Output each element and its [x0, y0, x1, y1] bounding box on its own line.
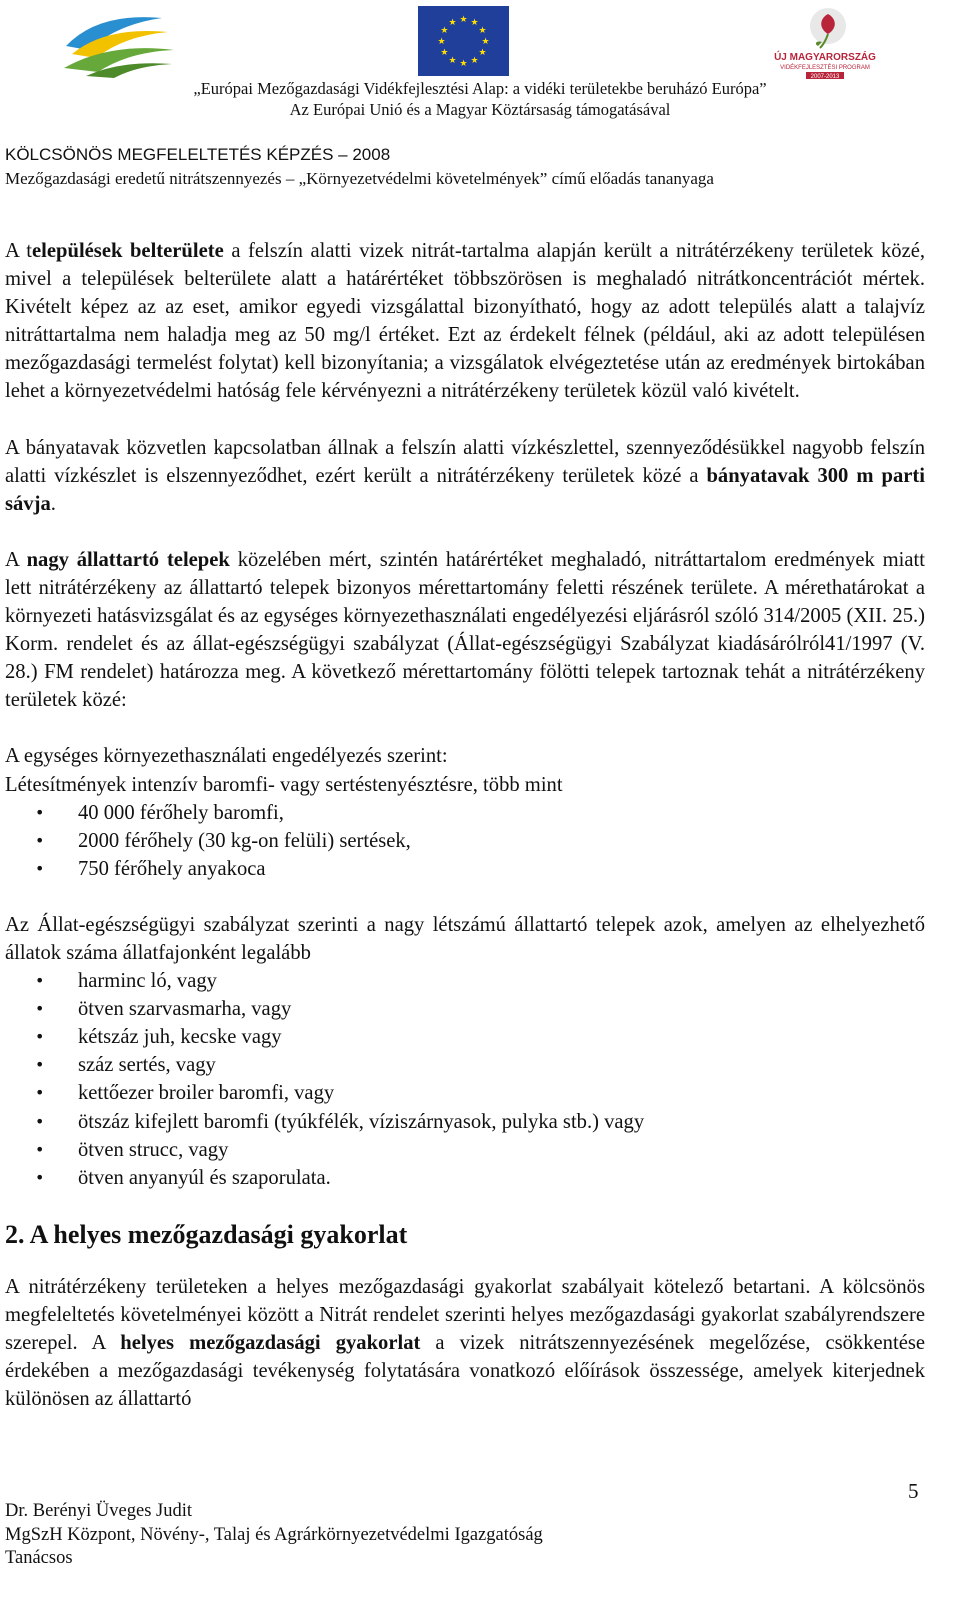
right-logo-years: 2007-2013 — [810, 74, 840, 80]
footer-institution: MgSzH Központ, Növény-, Talaj és Agrárkörnyezetvédelmi Igazgatóság — [5, 1525, 543, 1545]
permit-list-subintro: Létesítmények intenzív baromfi- vagy sertéstenyésztésre, több mint — [5, 773, 563, 796]
eu-star-icon: ★ — [459, 59, 468, 69]
list-item: • ötven szarvasmarha, vagy — [5, 995, 925, 1023]
header-fund-line: „Európai Mezőgazdasági Vidékfejlesztési Alap: a vidéki területekbe beruházó Európa” — [193, 79, 767, 98]
eu-star-icon: ★ — [481, 37, 490, 47]
main-body — [5, 237, 925, 1413]
veterinary-list — [5, 967, 925, 1192]
page-number: 5 — [908, 1479, 919, 1503]
eu-star-icon: ★ — [459, 15, 468, 25]
emphasis-livestock-farms: nagy állattartó telepek — [26, 548, 230, 571]
eu-star-icon: ★ — [440, 26, 449, 36]
eu-star-icon: ★ — [437, 37, 446, 47]
list-item: • 750 férőhely anyakoca — [5, 855, 925, 883]
list-item: • száz sertés, vagy — [5, 1051, 925, 1079]
section-heading: 2. A helyes mezőgazdasági gyakorlat — [5, 1219, 408, 1249]
header-support-line: Az Európai Unió és a Magyar Köztársaság támogatásával — [289, 100, 671, 119]
permit-list-intro: A egységes környezethasználati engedélyezés szerint: — [5, 745, 448, 768]
emphasis-good-practice: helyes mezőgazdasági gyakorlat — [120, 1332, 421, 1354]
footer-author: Dr. Berényi Üveges Judit — [5, 1501, 193, 1521]
list-item: • ötven strucc, vagy — [5, 1136, 925, 1164]
veterinary-list-intro: Az Állat-egészségügyi szabályzat szerinti a nagy létszámú állattartó telepek azok, amelyen az elhelyezhető állatok száma állatfajonként legalább — [5, 913, 925, 964]
eu-flag-logo — [418, 6, 509, 76]
emphasis-settlements: elepülések belterülete — [32, 240, 224, 262]
emphasis-quarry-lakes: bányatavak 300 m parti sávja — [5, 464, 925, 515]
paragraph-quarry-lakes: A bányatavak közvetlen kapcsolatban állnak a felszín alatti vízkészlettel, szennyeződésükkel nagyobb felszín alatti vízkészlet is elszennyeződhet, ezért került a nitrátérzékeny területek közé a bányatavak 300 m parti sávja. — [5, 436, 925, 515]
list-item: • harminc ló, vagy — [5, 967, 925, 995]
list-item: • kétszáz juh, kecske vagy — [5, 1023, 925, 1051]
paragraph-livestock-farms: A nagy állattartó telepek közelében mért, szintén határértéket meghaladó, nitráttartalom eredmények miatt lett nitrátérzékeny az állattartó telepek bizonyos mérettartomány feletti részének területe. A mérethatárokat a környezeti hatásvizsgálat és az egységes környezethasználati engedélyezési eljárásról szóló 314/2005 (XII. 25.) Korm. rendelet és az állat-egészségügyi szabályzat (Állat-egészségügyi Szabályzat kiadásárólról41/1997 (V. 28.) FM rendelet) határozza meg. A következő mérettartomány fölötti telepek tartoznak tehát a nitrátérzékeny területek közé: — [5, 548, 925, 712]
list-item: • ötven anyanyúl és szaporulata. — [5, 1164, 925, 1192]
permit-list — [5, 799, 925, 883]
evmva-logo — [58, 6, 176, 78]
list-item: • 40 000 férőhely baromfi, — [5, 799, 925, 827]
eu-star-icon: ★ — [448, 17, 457, 28]
paragraph-settlements: A települések belterülete a felszín alatti vizek nitrát-tartalma alapján került a nitrátérzékeny területek közé, mivel a települések belterülete alatt a határértéket többszörösen is meghaladó nitrátkoncentrációt mértek. Kivételt képez az az eset, amikor egyedi vizsgálattal bizonyítható, hogy az adott település alatt a talajvíz nitráttartalma nem haladja meg az 50 mg/l értéket. Ezt az érdekelt félnek (például, aki az adott településen mezőgazdasági termelést folytat) kell bizonyítania; a vizsgálatok elvégeztetése után az eredmények birtokában lehet a környezetvédelmi hatóság fele kérvényezni a nitrátérzékeny területek közül való kivételt. — [5, 240, 926, 403]
document-subtitle: Mezőgazdasági eredetű nitrátszennyezés – „Környezetvédelmi követelmények” című előadás tananyaga — [5, 169, 714, 188]
list-item: • kettőezer broiler baromfi, vagy — [5, 1079, 925, 1107]
right-logo-subtitle: VIDÉKFEJLESZTÉSI PROGRAM — [780, 65, 870, 71]
eu-star-icon: ★ — [448, 56, 457, 67]
footer-position: Tanácsos — [5, 1548, 73, 1568]
right-logo-title: ÚJ MAGYARORSZÁG — [774, 52, 876, 63]
uj-magyarorszag-logo — [770, 4, 880, 80]
eu-star-icon: ★ — [470, 17, 479, 28]
eu-star-icon: ★ — [478, 48, 487, 58]
paragraph-good-practice: A nitrátérzékeny területeken a helyes mezőgazdasági gyakorlat szabályait kötelező betartani. A kölcsönös megfeleltetés követelményei között a Nitrát rendelet szerinti helyes mezőgazdasági gyakorlat szabályrendszere szerepel. A helyes mezőgazdasági gyakorlat a vizek nitrátszennyezésének megelőzése, csökkentése érdekében a mezőgazdasági tevékenység folytatására vonatkozó előírások összessége, amelyek kiterjednek különösen az állattartó — [5, 1275, 925, 1411]
eu-star-icon: ★ — [470, 56, 479, 67]
list-item: • ötszáz kifejlett baromfi (tyúkfélék, víziszárnyasok, pulyka stb.) vagy — [5, 1108, 925, 1136]
eu-star-icon: ★ — [440, 48, 449, 58]
list-item: • 2000 férőhely (30 kg-on felüli) sertések, — [5, 827, 925, 855]
document-title: KÖLCSÖNÖS MEGFELELTETÉS KÉPZÉS – 2008 — [5, 145, 391, 164]
eu-star-icon: ★ — [478, 26, 487, 36]
